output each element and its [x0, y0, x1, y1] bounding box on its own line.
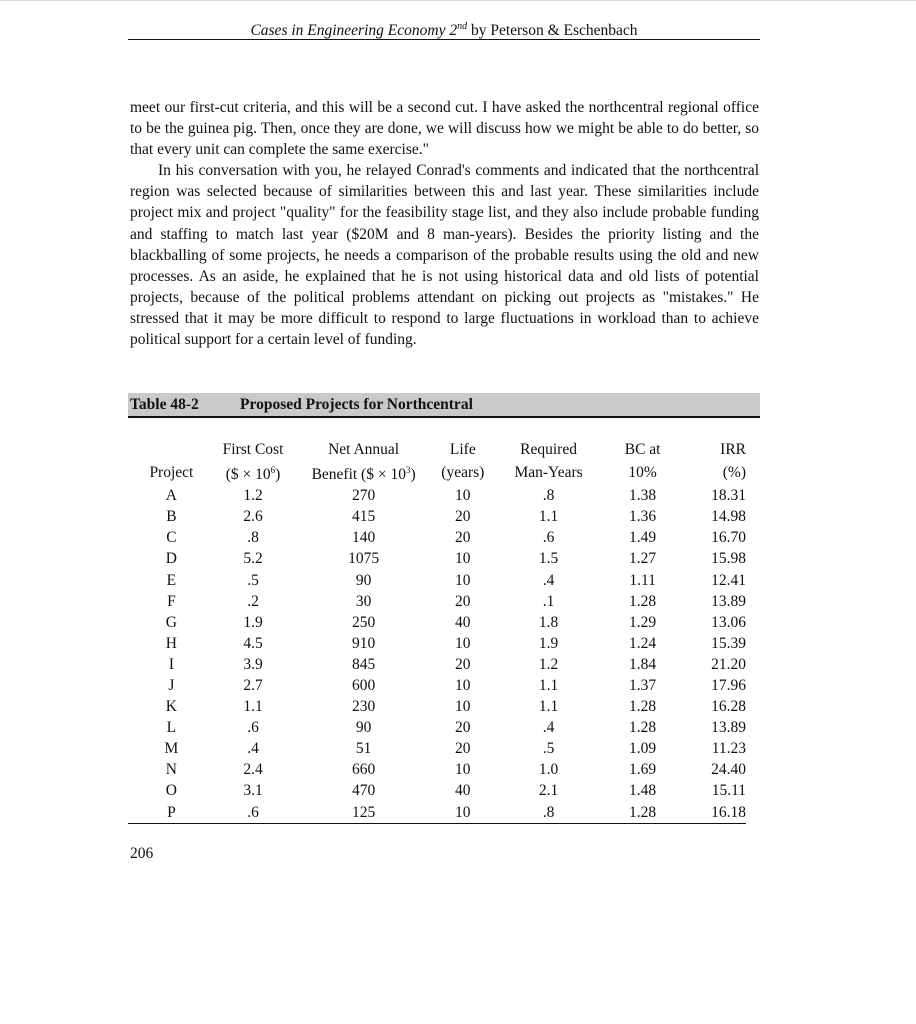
cell-life: 10 — [455, 571, 471, 589]
table-row — [128, 570, 746, 591]
header-book-title: Cases in Engineering Economy 2 — [250, 22, 458, 40]
header-irr: IRR — [720, 441, 746, 458]
cell-irr: 24.40 — [711, 761, 746, 779]
cell-irr: 16.28 — [711, 698, 746, 716]
cell-project: A — [165, 487, 177, 505]
cell-net-benefit: 90 — [355, 719, 372, 737]
cell-project: G — [165, 613, 177, 631]
cell-project: F — [167, 592, 176, 610]
header-row-2 — [128, 460, 746, 485]
cell-life: 10 — [455, 634, 471, 652]
paragraph-1: meet our first-cut criteria, and this will be a second cut. I have asked the northcentral regional office to be the guinea pig. Then, once they are done, we will discuss how we might be able to do better, so that every unit can complete the same exercise." — [130, 99, 759, 159]
page-top-edge — [0, 0, 916, 1]
cell-man-years: 1.1 — [538, 508, 559, 526]
cell-bc: 1.36 — [629, 508, 657, 526]
cell-net-benefit: 270 — [351, 487, 376, 505]
cell-irr: 15.98 — [711, 550, 746, 568]
header-benefit-unit: Benefit ($ × $10^3$) — [311, 465, 416, 484]
table-row — [128, 633, 746, 654]
table-number: Table 48-2 — [130, 396, 199, 413]
cell-project: M — [164, 740, 179, 758]
cell-man-years: 1.5 — [538, 550, 559, 568]
cell-man-years: .6 — [542, 529, 555, 547]
cell-man-years: .5 — [542, 740, 555, 758]
header-man-years: Man-Years — [514, 463, 583, 481]
cell-life: 20 — [455, 592, 471, 610]
cell-first-cost: 1.2 — [243, 487, 263, 505]
cell-net-benefit: 600 — [351, 677, 376, 694]
cell-bc: 1.27 — [629, 550, 657, 568]
cell-bc: 1.11 — [629, 571, 656, 589]
cell-first-cost: 3.9 — [243, 655, 263, 673]
cell-man-years: .4 — [542, 571, 555, 589]
cell-project: C — [166, 529, 177, 547]
cell-first-cost: 3.1 — [243, 782, 263, 800]
cell-life: 20 — [455, 508, 471, 526]
cell-first-cost: 2.6 — [243, 508, 263, 526]
cell-first-cost: .5 — [247, 571, 259, 589]
cell-irr: 12.41 — [711, 571, 746, 589]
header-row-1 — [128, 440, 746, 460]
cell-life: 20 — [455, 740, 471, 758]
cell-life: 10 — [455, 487, 471, 505]
table-row — [128, 696, 746, 717]
cell-life: 40 — [455, 782, 471, 800]
cell-net-benefit: 470 — [351, 782, 376, 800]
paragraph-2: In his conversation with you, he relayed Conrad's comments and indicated that the northcentral region was selected because of similarities between this and last year. These similarities include project mix and project "quality" for the feasibility stage list, and they also include probable funding and staffing to match last year ($20M and 8 man-years). Besides the priority listing and the blackballing of some projects, he needs a comparison of the probable results using the old and new processes. As an aside, he explained that he is not using historical data and old lists of potential projects, because of the political problems attendant on picking out projects as "mistakes." He stressed that it may be more difficult to respond to large fluctuations in workload than to achieve political support for a certain level of funding. — [130, 162, 759, 349]
cell-project: E — [166, 571, 177, 589]
cell-first-cost: .6 — [247, 719, 259, 737]
cell-life: 20 — [455, 655, 471, 673]
cell-first-cost: 1.1 — [243, 698, 263, 716]
cell-bc: 1.49 — [629, 529, 657, 547]
header-bc-at: BC at — [624, 441, 661, 458]
cell-first-cost: .4 — [247, 740, 259, 758]
cell-life: 10 — [436, 802, 490, 824]
cell-irr: 15.39 — [711, 634, 746, 652]
cell-irr: 14.98 — [711, 508, 746, 526]
table-row — [128, 717, 746, 738]
cell-life: 10 — [455, 761, 471, 779]
cell-first-cost: 2.7 — [243, 677, 263, 694]
table-row — [128, 485, 746, 506]
cell-first-cost: .6 — [215, 802, 291, 824]
cell-life: 10 — [455, 677, 471, 694]
cell-net-benefit: 140 — [351, 529, 376, 547]
table-row — [128, 738, 746, 759]
cell-project: D — [165, 550, 177, 568]
cell-net-benefit: 910 — [351, 634, 376, 652]
header-project: Project — [149, 463, 194, 481]
cell-project: L — [166, 719, 177, 737]
header-irr-unit: (%) — [722, 463, 746, 481]
cell-bc: 1.37 — [629, 677, 657, 694]
cell-bc: 1.09 — [629, 740, 657, 758]
header-required: Required — [520, 441, 577, 458]
cell-man-years: 1.1 — [538, 677, 559, 694]
cell-first-cost: 5.2 — [243, 550, 263, 568]
cell-irr: 21.20 — [711, 655, 746, 673]
cell-man-years: .8 — [490, 802, 608, 824]
table-row — [128, 654, 746, 675]
cell-net-benefit: 125 — [291, 802, 436, 824]
cell-bc: 1.84 — [629, 655, 657, 673]
table-title-bar — [128, 393, 760, 418]
cell-first-cost: 4.5 — [243, 634, 263, 652]
cell-life: 10 — [455, 550, 471, 568]
table-row — [128, 548, 746, 569]
cell-man-years: 1.1 — [538, 698, 559, 716]
cell-net-benefit: 660 — [351, 761, 376, 779]
cell-first-cost: 1.9 — [243, 613, 263, 631]
cell-project: B — [166, 508, 177, 526]
cell-irr: 13.89 — [711, 719, 746, 737]
table-body — [128, 485, 746, 823]
cell-man-years: .4 — [542, 719, 555, 737]
cell-bc: 1.24 — [629, 634, 657, 652]
cell-project: K — [165, 698, 177, 716]
page-number: 206 — [130, 845, 154, 862]
cell-net-benefit: 90 — [355, 571, 372, 589]
cell-net-benefit: 250 — [351, 613, 376, 631]
cell-project: I — [168, 655, 174, 673]
cell-first-cost: .2 — [247, 592, 259, 610]
table-row — [128, 612, 746, 633]
table-row — [128, 506, 746, 527]
table-row — [128, 780, 746, 801]
header-first-cost-unit: ($ × $10^6$) — [225, 465, 281, 484]
table-row — [128, 527, 746, 548]
body-text — [130, 97, 759, 350]
header-rule — [128, 39, 760, 40]
cell-project: P — [128, 802, 215, 824]
cell-bc: 1.28 — [607, 802, 677, 824]
header-life-unit: (years) — [441, 463, 485, 481]
table-row — [128, 675, 746, 696]
header-edition-sup: nd — [457, 21, 468, 32]
cell-irr: 11.23 — [711, 740, 746, 758]
cell-net-benefit: 30 — [355, 592, 372, 610]
cell-man-years: 2.1 — [538, 782, 559, 800]
cell-irr: 17.96 — [711, 677, 746, 694]
cell-man-years: 1.8 — [538, 613, 559, 631]
cell-bc: 1.38 — [629, 487, 657, 505]
table-row — [128, 802, 746, 824]
header-bc-rate: 10% — [628, 463, 657, 481]
cell-net-benefit: 845 — [351, 655, 376, 673]
cell-bc: 1.29 — [629, 613, 657, 631]
table-caption: Proposed Projects for Northcentral — [240, 396, 473, 413]
cell-net-benefit: 415 — [351, 508, 376, 526]
projects-table — [128, 440, 746, 824]
table-header — [128, 440, 746, 485]
header-life: Life — [449, 441, 476, 458]
cell-irr: 16.70 — [711, 529, 746, 547]
cell-irr: 15.11 — [711, 782, 746, 800]
table-row — [128, 759, 746, 780]
cell-bc: 1.28 — [629, 719, 657, 737]
cell-irr: 16.18 — [678, 802, 746, 824]
cell-net-benefit: 230 — [351, 698, 376, 716]
header-net-benefit: Net Annual — [328, 441, 400, 458]
header-first-cost: First Cost — [222, 441, 284, 458]
cell-net-benefit: 1075 — [348, 550, 380, 568]
cell-man-years: .1 — [542, 592, 555, 610]
cell-life: 10 — [455, 698, 471, 716]
cell-bc: 1.48 — [629, 782, 657, 800]
cell-project: H — [165, 634, 177, 652]
cell-man-years: .8 — [542, 487, 555, 505]
cell-life: 40 — [455, 613, 471, 631]
cell-man-years: 1.9 — [538, 634, 559, 652]
running-header — [128, 17, 760, 41]
cell-project: O — [165, 782, 177, 800]
cell-man-years: 1.2 — [538, 655, 559, 673]
cell-net-benefit: 51 — [355, 740, 372, 758]
cell-first-cost: .8 — [247, 529, 259, 547]
cell-bc: 1.69 — [629, 761, 657, 779]
cell-first-cost: 2.4 — [243, 761, 263, 779]
cell-man-years: 1.0 — [538, 761, 559, 779]
cell-irr: 13.06 — [711, 613, 746, 631]
cell-bc: 1.28 — [629, 698, 657, 716]
header-authors: by Peterson & Eschenbach — [467, 22, 638, 40]
cell-project: N — [165, 761, 177, 779]
cell-irr: 18.31 — [711, 487, 746, 505]
cell-irr: 13.89 — [711, 592, 746, 610]
cell-life: 20 — [455, 529, 471, 547]
table-row — [128, 591, 746, 612]
cell-life: 20 — [455, 719, 471, 737]
cell-project: J — [168, 677, 175, 694]
cell-bc: 1.28 — [629, 592, 657, 610]
